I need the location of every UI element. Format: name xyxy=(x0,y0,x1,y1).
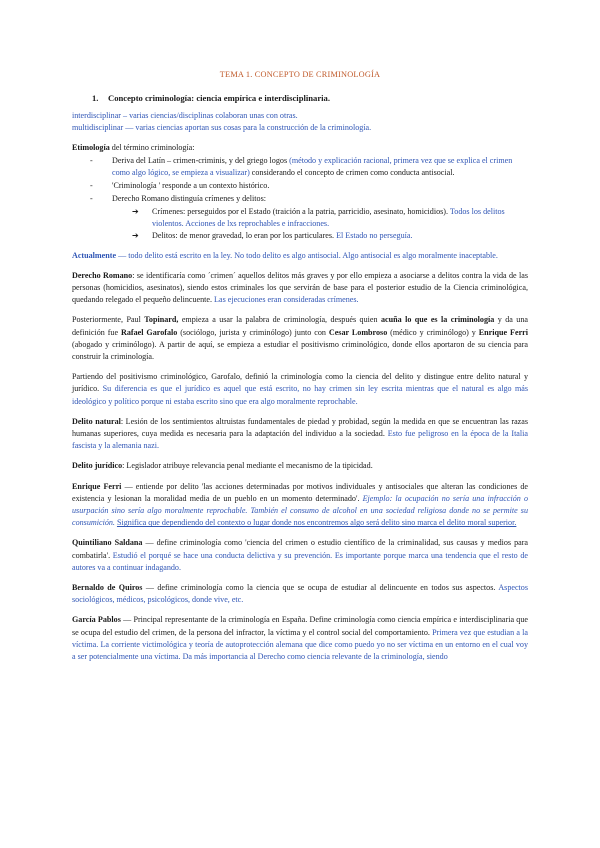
actualmente-label: Actualmente xyxy=(72,250,117,260)
saldana-note: Estudió el porqué se hace una conducta delictiva y su prevención. Es importante porque marca una tendencia que el resto de autores va a continuar indagando. xyxy=(72,550,528,572)
list-item: - Deriva del Latín – crimen-criminis, y del griego logos (método y explicación racional, primera vez que se explica el crimen como algo lógico, se empieza a visualizar) considerando el concepto de crimen como conducta antisocial. xyxy=(90,155,513,177)
latin-text-a: Deriva del Latín – crimen-criminis, y del griego logos xyxy=(112,155,290,165)
lombroso-name: Cesar Lombroso xyxy=(328,327,388,337)
saldana-paragraph xyxy=(72,537,528,574)
derecho-romano-text: : se identificaría como ´crimen´ aquellos delitos más graves y por ello empieza a asociarse a delitos contra la vida de las personas (homicidios, asesinatos), siendo estos criminales los que servirán de base para el posterior estudio de la Ciencia criminológica, quedando relegado el pequeño delincuente. xyxy=(72,270,528,305)
quiros-paragraph xyxy=(72,582,528,606)
text-run: Posteriormente, Paul xyxy=(72,315,145,325)
text-run: (sociólogo, jurista y criminólogo) junto con xyxy=(177,327,329,337)
delito-natural-label: Delito natural xyxy=(72,416,121,426)
delito-juridico-label: Delito jurídico xyxy=(72,461,123,471)
delitos-text: Delitos: de menor gravedad, lo eran por los particulares. xyxy=(152,230,335,240)
text-run: (médico y criminólogo) y xyxy=(387,327,479,337)
delitos-note: El Estado no perseguía. xyxy=(336,230,413,240)
etimologia-term: Etimología xyxy=(72,143,110,153)
delito-natural-note: Esto fue peligroso en la época de la Italia fascista y la alemania nazi. xyxy=(72,429,528,451)
topinard-name: Topinard, xyxy=(144,315,179,325)
latin-text-blue: (método y explicación racional, primera vez que se explica el crimen como algo lógico, se empieza a visualizar) xyxy=(112,155,513,177)
delito-juridico-paragraph xyxy=(72,460,528,472)
section-number: 1. xyxy=(92,93,99,103)
pablos-label: García Pablos xyxy=(72,615,121,625)
ferri-text: — entiende por delito 'las acciones determinadas por motivos individuales y antisociales que alteran las condiciones de existencia y lesionan la moralidad media de un pueblo en un momento determinado'. xyxy=(72,481,528,503)
arrow-icon: ➔ xyxy=(132,230,139,240)
sublist-item xyxy=(112,206,528,230)
arrow-icon: ➔ xyxy=(132,206,139,216)
def-interdisciplinar: interdisciplinar – varias ciencias/disciplinas colaboran unas con otras. xyxy=(72,111,298,120)
text-run: (abogado y criminólogo). A partir de aquí, se empieza a estudiar el positivismo criminológico, donde ellos aportaron de su ciencia para construir la criminología. xyxy=(72,339,528,362)
derecho-romano-label: Derecho Romano xyxy=(72,270,133,280)
document-title: TEMA 1. CONCEPTO DE CRIMINOLOGÍA xyxy=(219,70,381,79)
ferri-paragraph xyxy=(72,481,528,530)
quiros-label: Bernaldo de Quiros xyxy=(72,583,143,593)
pablos-paragraph xyxy=(72,614,528,663)
quiros-note: Aspectos sociológicos, médicos, psicológicos, donde vive, etc. xyxy=(72,583,528,605)
actualmente-text: — todo delito está escrito en la ley. No todo delito es algo antisocial. Algo antisocial es algo moralmente inaceptable. xyxy=(116,250,498,260)
historico-text: 'Criminología ' responde a un contexto histórico. xyxy=(112,180,270,190)
section-heading xyxy=(92,93,528,103)
def-multidisciplinar: multidisciplinar — varias ciencias aportan sus cosas para la construcción de la criminología. xyxy=(72,123,372,133)
etimologia-rest: del término criminología: xyxy=(109,143,195,153)
text-run: empieza a usar la palabra de criminología, después quien xyxy=(178,315,381,325)
ferri-name: Enrique Ferri xyxy=(478,327,528,337)
latin-text-b: considerando el concepto de crimen como conducta antisocial. xyxy=(249,167,455,177)
etimologia-line xyxy=(72,142,528,154)
pablos-note: Primera vez que estudian a la víctima. La corriente victimológica y teoría de autoprotección alemana que dice como puedo yo no ser víctima en un entorno en el cual voy a ser potencialmente una víctima. Da más importancia al Derecho como ciencia relevante de la criminología, siendo xyxy=(72,627,529,662)
pablos-text: — Principal representante de la criminología en España. Define criminología como ciencia empírica e interdisciplinaria que se ocupa del estudio del crimen, de la persona del infractor, la víctima y el control social del comportamiento. xyxy=(72,615,528,637)
ferri-example: Ejemplo: la ocupación no sería una infracción o usurpación sino sería algo moralmente reprochable. También el consumo de alcohol en una sociedad religiosa donde no se permite su consumición. xyxy=(72,493,528,528)
delito-natural-paragraph xyxy=(72,416,528,453)
positivismo-text: Partiendo del positivismo criminológico, Garofalo, definió la criminología como la ciencia del delito y distingue entre delito natural y jurídico. xyxy=(72,372,528,394)
delito-natural-text: : Lesión de los sentimientos altruistas fundamentales de piedad y probidad, según la medida en que se encuentran las razas humanas superiores, cuya medida es necesaria para la adaptación del individuo a la sociedad. xyxy=(72,416,528,439)
romano-sublist xyxy=(112,206,528,242)
ferri-label: Enrique Ferri xyxy=(72,481,122,491)
derecho-romano-paragraph xyxy=(72,270,528,307)
sublist-item xyxy=(112,230,528,242)
ferri-underlined: Significa que dependiendo del contexto o lugar donde nos encontremos algo será delito sino marca el delito moral superior. xyxy=(116,518,517,528)
garofalo-name: Rafael Garofalo xyxy=(121,327,178,337)
derecho-romano-note: Las ejecuciones eran consideradas crímenes. xyxy=(214,295,359,305)
section-heading-text: Concepto criminología: ciencia empírica e interdisciplinaria. xyxy=(108,93,330,103)
etimologia-list xyxy=(72,155,528,242)
saldana-text: — define criminología como 'ciencia del crimen o estudio científico de la criminalidad, sus causas y medios para combatirla'. xyxy=(72,538,528,560)
romano-text: Derecho Romano distinguía crímenes y delitos: xyxy=(112,193,266,203)
list-item: - Derecho Romano distinguía crímenes y delitos: ➔ Crímenes: perseguidos por el Estado (traición a la patria, parricidio, asesinato, homicidios). Todos los delitos violentos. Acciones de lxs reprochables e infracciones. ➔ Delitos: de menor gravedad, lo eran por los particulares. El Estado no perseguía. xyxy=(72,193,528,242)
actualmente-paragraph xyxy=(72,250,528,262)
text-run: y da una definición fue xyxy=(72,315,528,337)
posteriormente-paragraph xyxy=(72,314,528,363)
bold-phrase: acuña lo que es la criminología xyxy=(380,315,495,325)
delito-juridico-text: : Legislador atribuye relevancia penal mediante el mecanismo de la tipicidad. xyxy=(122,461,373,471)
crimenes-note: Todos los delitos violentos. Acciones de lxs reprochables e infracciones. xyxy=(152,206,505,228)
quiros-text: — define criminología como la ciencia que se ocupa de estudiar al delincuente en todos sus aspectos. xyxy=(142,583,499,593)
list-item: - 'Criminología ' responde a un contexto histórico. xyxy=(90,180,270,190)
saldana-label: Quintiliano Saldana xyxy=(72,538,143,548)
positivismo-paragraph xyxy=(72,371,528,408)
crimenes-text: Crímenes: perseguidos por el Estado (traición a la patria, parricidio, asesinato, homicidios). xyxy=(152,206,449,216)
positivismo-note: Su diferencia es que el jurídico es aquel que está escrito, no hay crimen sin ley escrita mientras que el natural es algo más ideológico y político porque ni estaba escrito sino que era algo moralmente reprochable. xyxy=(72,384,528,406)
